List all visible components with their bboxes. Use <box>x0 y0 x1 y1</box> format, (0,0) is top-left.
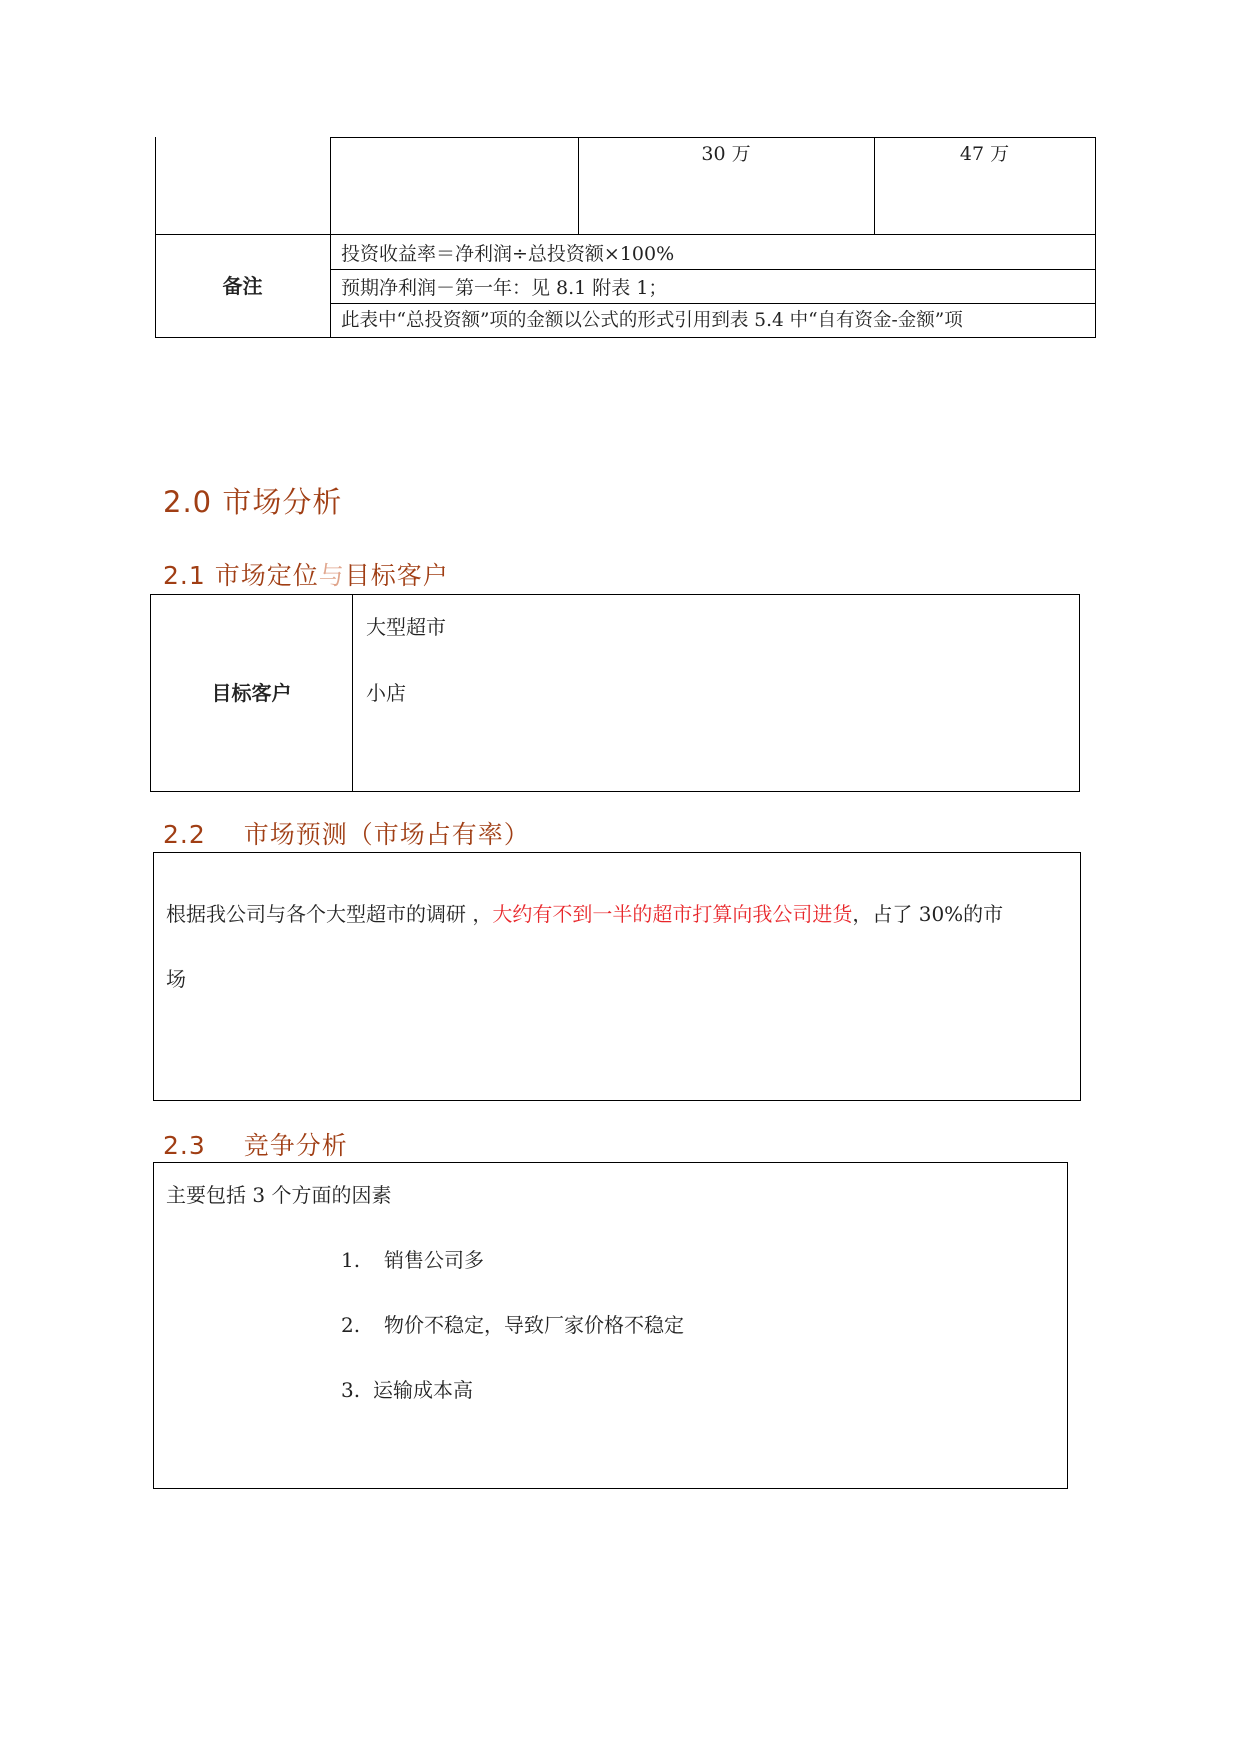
competition-item-2-text: 物价不稳定，导致厂家价格不稳定 <box>384 1313 684 1337</box>
competition-item-3 <box>341 1378 473 1402</box>
market-forecast-box <box>153 852 1081 1101</box>
remark-line-1: 投资收益率＝净利润÷总投资额×100% <box>341 243 675 265</box>
remark-line-3: 此表中“总投资额”项的金额以公式的形式引用到表 5.4 中“自有资金-金额”项 <box>341 310 963 331</box>
competition-item-2 <box>341 1313 684 1337</box>
market-forecast-line-2: 场 <box>166 967 186 991</box>
target-customer-item-2: 小店 <box>366 681 406 705</box>
section-2-3-title-text: 竞争分析 <box>243 1131 348 1160</box>
competition-item-1-text: 销售公司多 <box>384 1248 484 1272</box>
forecast-text-normal-2: ，占了 30%的市 <box>852 902 1004 926</box>
remark-label: 备注 <box>222 274 263 298</box>
competition-item-3-text: 运输成本高 <box>373 1378 473 1402</box>
competition-item-1 <box>341 1248 484 1272</box>
target-customer-label: 目标客户 <box>211 681 292 705</box>
forecast-text-highlight: 大约有不到一半的超市打算向我公司进货 <box>492 902 853 926</box>
section-2-title: 2.0 市场分析 <box>163 485 343 519</box>
section-2-1-title-before: 市场定位 <box>214 561 319 590</box>
forecast-text-normal-1: 根据我公司与各个大型超市的调研 ， <box>166 902 493 926</box>
section-2-3-number: 2.3 <box>163 1131 206 1160</box>
amount-cell-47: 47 万 <box>959 143 1010 165</box>
section-2-2-title-text: 市场预测（市场占有率） <box>243 820 530 849</box>
competition-box <box>153 1162 1068 1489</box>
amount-cell-30: 30 万 <box>701 143 751 165</box>
target-customer-item-1: 大型超市 <box>366 615 446 639</box>
market-forecast-line-1 <box>166 902 1003 926</box>
section-2-3-title <box>163 1126 348 1162</box>
section-2-1-number: 2.1 <box>163 561 206 590</box>
remark-line-2: 预期净利润－第一年：见 8.1 附表 1； <box>341 277 668 299</box>
competition-item-1-num: 1. <box>341 1248 361 1272</box>
section-2-2-title <box>163 815 530 851</box>
section-2-2-number: 2.2 <box>163 820 206 849</box>
section-2-1-title-faded: 与 <box>318 561 345 590</box>
section-2-1-title-after: 目标客户 <box>344 561 449 590</box>
competition-intro: 主要包括 3 个方面的因素 <box>166 1183 392 1207</box>
competition-item-3-num: 3. <box>341 1378 361 1402</box>
section-2-1-title <box>163 556 449 592</box>
competition-item-2-num: 2. <box>341 1313 361 1337</box>
target-customer-box <box>150 594 1080 792</box>
